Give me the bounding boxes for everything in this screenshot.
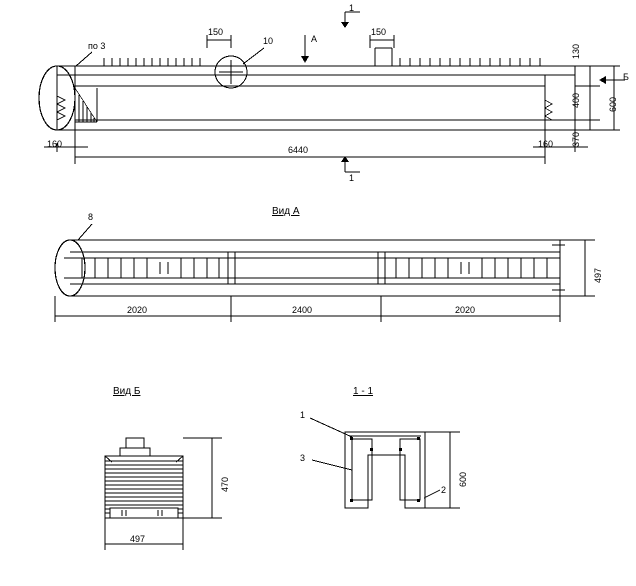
dim-497-view-b: 497 bbox=[130, 534, 146, 544]
dim-2020-right: 2020 bbox=[455, 305, 476, 315]
dim-130: 130 bbox=[571, 43, 581, 59]
dim-400: 400 bbox=[571, 92, 581, 108]
section-mark-bottom: 1 bbox=[349, 173, 355, 183]
dim-150-left: 150 bbox=[208, 27, 224, 37]
label-po-3: по 3 bbox=[88, 41, 106, 51]
view-b-arrow-label: Б bbox=[623, 72, 629, 82]
dim-150-right: 150 bbox=[371, 27, 387, 37]
dim-160-left: 160 bbox=[47, 139, 63, 149]
dim-160-right: 160 bbox=[538, 139, 554, 149]
title-view-a: Вид А bbox=[272, 206, 300, 217]
dim-600-top-view: 600 bbox=[608, 96, 618, 112]
section-pos-2: 2 bbox=[441, 485, 447, 495]
section-pos-3: 3 bbox=[300, 453, 306, 463]
dim-470: 470 bbox=[220, 476, 230, 492]
dim-600-section: 600 bbox=[458, 471, 468, 487]
section-pos-1: 1 bbox=[300, 410, 306, 420]
dim-497-view-a: 497 bbox=[593, 267, 603, 283]
title-view-b: Вид Б bbox=[113, 386, 141, 397]
label-pos-10: 10 bbox=[263, 36, 274, 46]
view-a-arrow-label: A bbox=[311, 34, 318, 44]
section-mark-top: 1 bbox=[349, 3, 355, 13]
dim-2400: 2400 bbox=[292, 305, 313, 315]
dim-2020-left: 2020 bbox=[127, 305, 148, 315]
dim-370: 370 bbox=[571, 131, 581, 147]
dim-6440: 6440 bbox=[288, 145, 309, 155]
label-pos-8: 8 bbox=[88, 212, 94, 222]
title-section-1-1: 1 - 1 bbox=[353, 386, 374, 397]
